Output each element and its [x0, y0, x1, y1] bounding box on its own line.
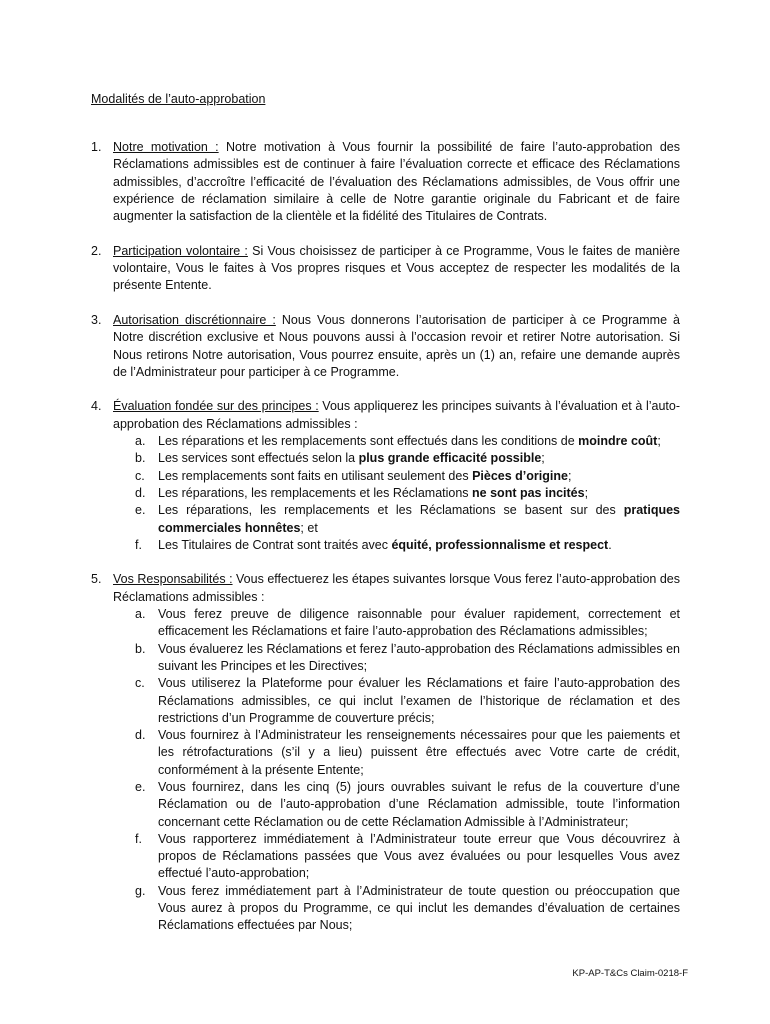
- item-text: Vous fournirez à l’Administrateur les renseignements nécessaires pour que les paiements et les rétrofacturations (s’il y a lieu) puissent être effectués avec Votre carte de crédit, conformément à la présente Entente;: [158, 728, 680, 777]
- item-letter: c.: [135, 468, 145, 483]
- responsibility-item-e: [135, 779, 680, 831]
- item-letter: f.: [135, 537, 142, 552]
- item-text: Les services sont effectués selon la: [158, 451, 359, 466]
- section-number: 2.: [91, 243, 102, 258]
- item-suffix: ;: [541, 451, 545, 466]
- responsibility-item-c: [135, 675, 680, 727]
- item-suffix: .: [608, 537, 612, 552]
- item-letter: a.: [135, 607, 146, 622]
- document-title: Modalités de l’auto-approbation: [91, 92, 266, 106]
- section-5: [91, 571, 680, 934]
- item-text: Vous évaluerez les Réclamations et ferez l’auto-approbation des Réclamations admissibles en suivant les Principes et les Directives;: [158, 641, 680, 673]
- item-emphasis: ne sont pas incités: [472, 485, 585, 500]
- section-1: [91, 139, 680, 225]
- item-letter: a.: [135, 434, 146, 449]
- item-letter: d.: [135, 728, 146, 743]
- principle-item-b: [135, 450, 680, 467]
- responsibility-item-b: [135, 641, 680, 676]
- section-text: Nous Vous donnerons l’autorisation de participer à ce Programme à Notre discrétion exclusive et Nous pouvons aussi à l’occasion revoir et retirer Notre autorisation. Si Nous retirons Notre autorisation, Vous pourrez ensuite, après un (1) an, refaire une demande auprès de l’Administrateur pour participer à ce Programme.: [113, 312, 680, 379]
- section-text: Vous appliquerez les principes suivants à l’évaluation et à l’auto-approbation des Réclamations admissibles :: [113, 399, 680, 431]
- responsibility-item-g: [135, 883, 680, 935]
- section-heading: Autorisation discrétionnaire :: [113, 312, 276, 327]
- item-suffix: ;: [584, 485, 589, 500]
- responsibility-item-d: [135, 727, 680, 779]
- item-emphasis: Pièces d’origine: [472, 468, 568, 483]
- section-text: Si Vous choisissez de participer à ce Programme, Vous le faites de manière volontaire, Vous le faites à Vos propres risques et Vous acceptez de respecter les modalités de la présente Entente.: [113, 243, 681, 293]
- section-4: [91, 398, 680, 554]
- item-letter: e.: [135, 779, 146, 794]
- item-text: Vous fournirez, dans les cinq (5) jours ouvrables suivant le refus de la couverture d’une Réclamation ou de l’auto-approbation d’une Réclamation admissible, toute l’information concernant cette Réclamation ou de cette Réclamation Admissible à l’Administrateur;: [158, 779, 680, 829]
- item-letter: c.: [135, 676, 145, 691]
- section-3: [91, 312, 680, 381]
- item-letter: g.: [135, 883, 146, 898]
- principle-item-d: [135, 485, 680, 502]
- item-emphasis: équité, professionnalisme et respect: [391, 537, 609, 552]
- section-number: 1.: [91, 140, 102, 154]
- section-2: [91, 243, 680, 295]
- item-letter: b.: [135, 641, 146, 656]
- responsibilities-list: [113, 606, 680, 935]
- item-suffix: ;: [657, 434, 661, 449]
- item-letter: d.: [135, 485, 146, 500]
- section-number: 5.: [91, 572, 102, 587]
- section-heading: Participation volontaire :: [113, 243, 248, 258]
- item-text: Les réparations et les remplacements sont effectués dans les conditions de: [158, 434, 579, 449]
- section-text: Vous effectuerez les étapes suivantes lorsque Vous ferez l’auto-approbation des Réclamations admissibles :: [113, 572, 680, 604]
- section-text: Notre motivation à Vous fournir la possibilité de faire l’auto-approbation des Réclamations admissibles est de continuer à faire l’évaluation correcte et efficace des Réclamations admissibles, d’accroître l’efficacité de l’évaluation des Réclamations admissibles, de Vous offrir une expérience de réclamation similaire à celle de Notre garantie originale du Fabricant et de faire augmenter la satisfaction de la clientèle et la fidélité des Titulaires de Contrats.: [113, 140, 680, 224]
- principle-item-f: [135, 537, 680, 554]
- terms-list: [91, 139, 680, 952]
- item-text: Vous utiliserez la Plateforme pour évaluer les Réclamations et faire l’auto-approbation des Réclamations admissibles, ce qui inclut l’examen de l’historique de réclamation et des restrictions d’un Programme de couverture précis;: [158, 676, 680, 725]
- footer-document-code: KP-AP-T&Cs Claim-0218-F: [572, 968, 688, 979]
- item-text: Les réparations, les remplacements et les Réclamations se basent sur des: [158, 503, 624, 518]
- principle-item-e: [135, 502, 680, 537]
- principle-item-c: [135, 468, 680, 485]
- section-number: 3.: [91, 312, 102, 327]
- section-heading: Évaluation fondée sur des principes :: [113, 399, 319, 414]
- item-text: Les réparations, les remplacements et les Réclamations: [158, 485, 473, 500]
- item-emphasis: pratiques commerciales honnêtes: [158, 503, 680, 535]
- section-heading: Vos Responsabilités :: [113, 572, 233, 587]
- section-number: 4.: [91, 399, 102, 414]
- item-letter: b.: [135, 451, 146, 466]
- item-text: Vous ferez preuve de diligence raisonnable pour évaluer rapidement, correctement et efficacement les Réclamations et faire l’auto-approbation des Réclamations admissibles;: [158, 607, 680, 639]
- item-emphasis: plus grande efficacité possible: [358, 451, 542, 466]
- item-text: Vous ferez immédiatement part à l’Administrateur de toute question ou préoccupation que Vous aurez à propos du Programme, ce qui inclut les demandes d’évaluation de certaines Réclamations effectuées par Nous;: [158, 883, 680, 933]
- section-heading: Notre motivation :: [113, 140, 219, 154]
- item-suffix: ; et: [300, 520, 318, 535]
- responsibility-item-f: [135, 831, 680, 883]
- item-letter: f.: [135, 831, 142, 846]
- principle-item-a: [135, 433, 680, 450]
- responsibility-item-a: [135, 606, 680, 641]
- item-suffix: ;: [567, 468, 572, 483]
- item-text: Les remplacements sont faits en utilisant seulement des: [158, 468, 473, 483]
- item-emphasis: moindre coût: [578, 434, 658, 449]
- item-text: Vous rapporterez immédiatement à l’Administrateur toute erreur que Vous découvrirez à propos de Réclamations passées que Vous avez évaluées ou pour lesquelles Vous avez effectué l’auto-approbation;: [158, 831, 680, 881]
- principles-list: [113, 433, 680, 554]
- item-letter: e.: [135, 503, 146, 518]
- item-text: Les Titulaires de Contrat sont traités avec: [158, 537, 392, 552]
